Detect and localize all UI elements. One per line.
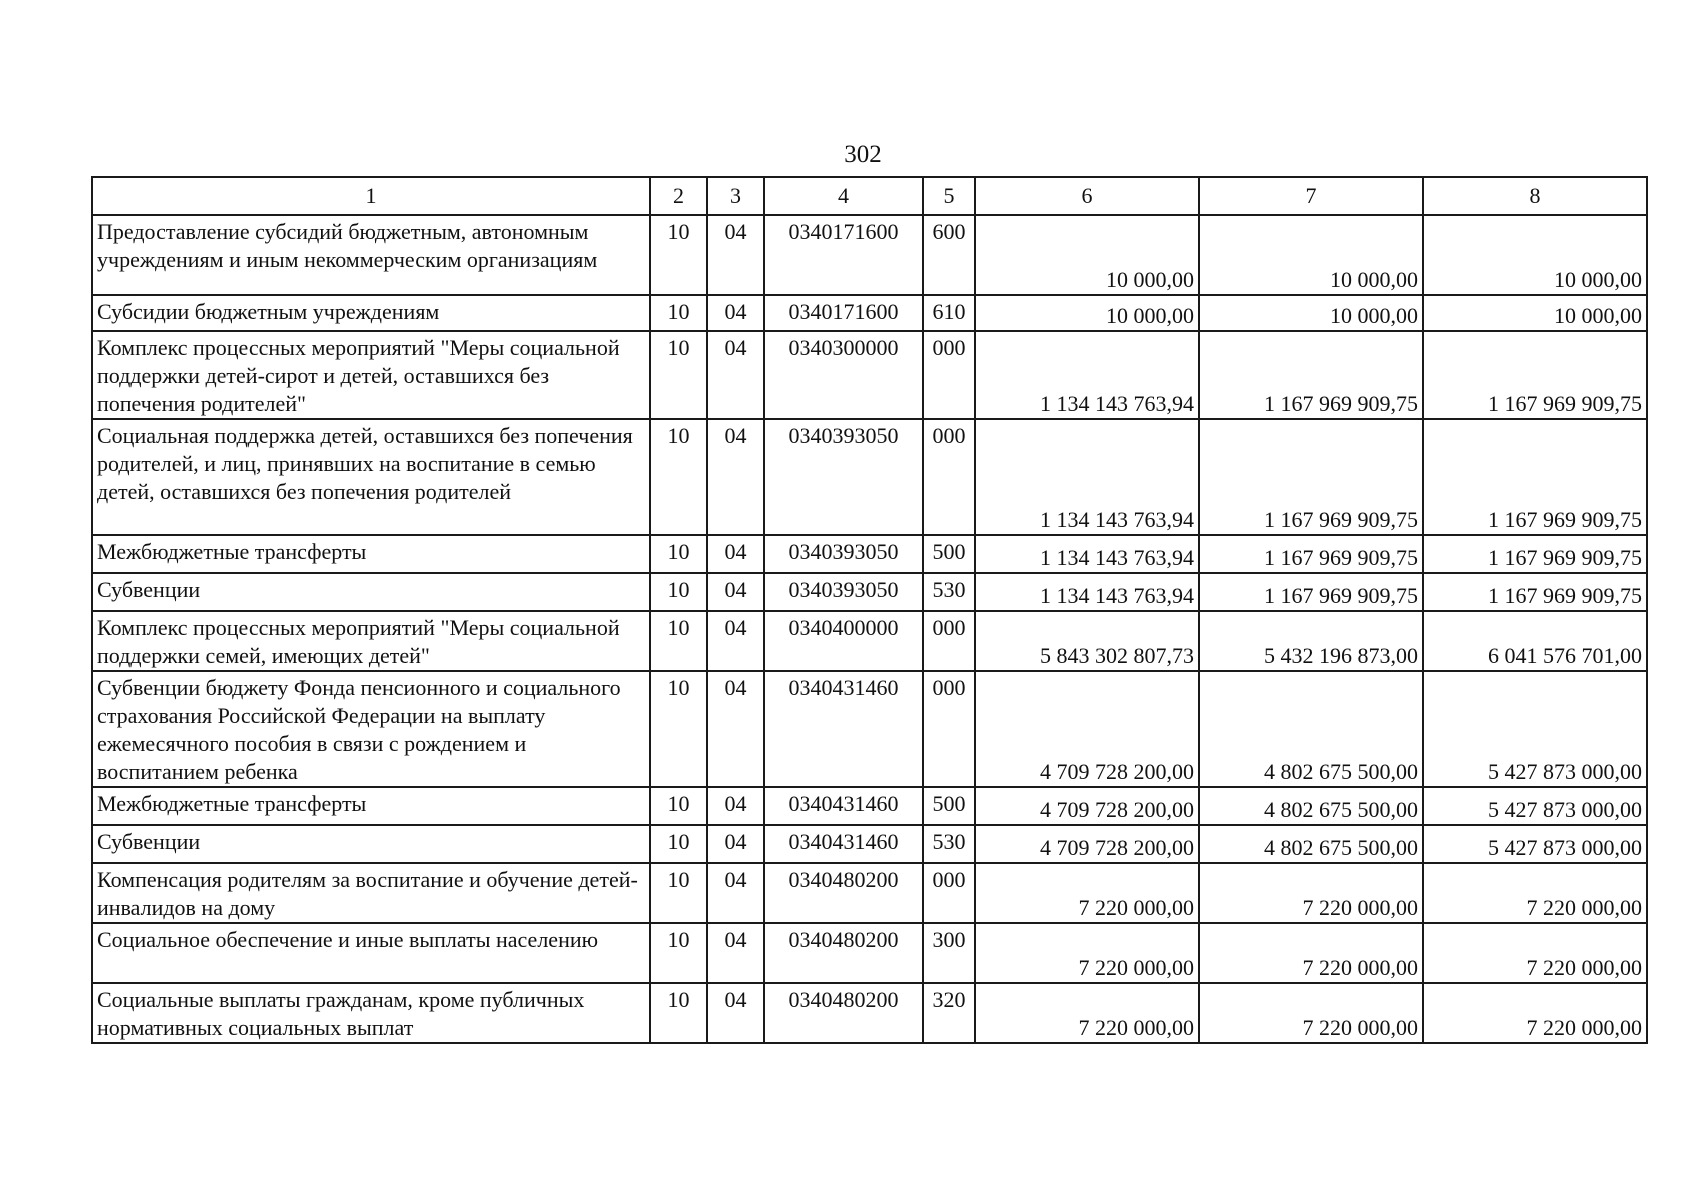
row-amount-col8: 5 427 873 000,00: [1423, 825, 1647, 863]
row-amount-col8: 5 427 873 000,00: [1423, 671, 1647, 787]
table-row: [92, 295, 1647, 331]
header-col-6: 6: [975, 177, 1199, 215]
table-row: [92, 787, 1647, 825]
row-amount-col7: 1 167 969 909,75: [1199, 419, 1423, 535]
row-name: Социальное обеспечение и иные выплаты населению: [92, 923, 650, 983]
table-row: [92, 331, 1647, 419]
row-target-code: 0340400000: [764, 611, 923, 671]
table-row: [92, 611, 1647, 671]
row-subsection: 04: [707, 611, 764, 671]
row-amount-col7: 1 167 969 909,75: [1199, 535, 1423, 573]
row-amount-col6: 7 220 000,00: [975, 983, 1199, 1043]
row-amount-col6: 1 134 143 763,94: [975, 331, 1199, 419]
row-amount-col8: 1 167 969 909,75: [1423, 535, 1647, 573]
table-row: [92, 923, 1647, 983]
header-col-3: 3: [707, 177, 764, 215]
table-row: [92, 215, 1647, 295]
row-expense-type: 500: [923, 535, 975, 573]
table-row: [92, 573, 1647, 611]
row-subsection: 04: [707, 983, 764, 1043]
row-target-code: 0340171600: [764, 215, 923, 295]
header-col-5: 5: [923, 177, 975, 215]
row-subsection: 04: [707, 215, 764, 295]
row-expense-type: 500: [923, 787, 975, 825]
row-section: 10: [650, 419, 707, 535]
row-amount-col7: 1 167 969 909,75: [1199, 331, 1423, 419]
row-amount-col8: 7 220 000,00: [1423, 863, 1647, 923]
row-name: Социальные выплаты гражданам, кроме публичных нормативных социальных выплат: [92, 983, 650, 1043]
row-name: Субвенции: [92, 573, 650, 611]
row-amount-col6: 4 709 728 200,00: [975, 825, 1199, 863]
row-amount-col8: 5 427 873 000,00: [1423, 787, 1647, 825]
row-target-code: 0340393050: [764, 419, 923, 535]
header-col-2: 2: [650, 177, 707, 215]
row-target-code: 0340393050: [764, 535, 923, 573]
row-amount-col7: 10 000,00: [1199, 295, 1423, 331]
table-header: [92, 177, 1647, 215]
row-expense-type: 530: [923, 573, 975, 611]
row-amount-col7: 7 220 000,00: [1199, 923, 1423, 983]
row-section: 10: [650, 331, 707, 419]
row-subsection: 04: [707, 825, 764, 863]
row-amount-col6: 5 843 302 807,73: [975, 611, 1199, 671]
row-expense-type: 300: [923, 923, 975, 983]
row-name: Межбюджетные трансферты: [92, 787, 650, 825]
row-expense-type: 000: [923, 671, 975, 787]
row-amount-col6: 4 709 728 200,00: [975, 671, 1199, 787]
row-amount-col8: 6 041 576 701,00: [1423, 611, 1647, 671]
budget-table: [91, 176, 1648, 1044]
row-name: Предоставление субсидий бюджетным, автономным учреждениям и иным некоммерческим организациям: [92, 215, 650, 295]
row-subsection: 04: [707, 671, 764, 787]
row-target-code: 0340431460: [764, 671, 923, 787]
row-section: 10: [650, 863, 707, 923]
row-amount-col8: 10 000,00: [1423, 215, 1647, 295]
row-section: 10: [650, 215, 707, 295]
row-name: Комплекс процессных мероприятий "Меры социальной поддержки детей-сирот и детей, оставшихся без попечения родителей": [92, 331, 650, 419]
row-amount-col7: 4 802 675 500,00: [1199, 671, 1423, 787]
row-amount-col8: 7 220 000,00: [1423, 983, 1647, 1043]
row-amount-col7: 5 432 196 873,00: [1199, 611, 1423, 671]
table-row: [92, 419, 1647, 535]
row-amount-col7: 7 220 000,00: [1199, 983, 1423, 1043]
row-target-code: 0340480200: [764, 983, 923, 1043]
row-expense-type: 000: [923, 331, 975, 419]
row-amount-col8: 1 167 969 909,75: [1423, 419, 1647, 535]
row-subsection: 04: [707, 295, 764, 331]
page-number: 302: [844, 141, 882, 168]
row-amount-col7: 7 220 000,00: [1199, 863, 1423, 923]
row-target-code: 0340480200: [764, 923, 923, 983]
row-section: 10: [650, 825, 707, 863]
row-target-code: 0340431460: [764, 787, 923, 825]
table-row: [92, 825, 1647, 863]
row-subsection: 04: [707, 535, 764, 573]
row-amount-col7: 4 802 675 500,00: [1199, 825, 1423, 863]
table-row: [92, 671, 1647, 787]
row-amount-col7: 10 000,00: [1199, 215, 1423, 295]
row-section: 10: [650, 787, 707, 825]
row-amount-col6: 1 134 143 763,94: [975, 419, 1199, 535]
row-subsection: 04: [707, 863, 764, 923]
row-amount-col6: 4 709 728 200,00: [975, 787, 1199, 825]
row-section: 10: [650, 573, 707, 611]
table-row: [92, 983, 1647, 1043]
table-row: [92, 535, 1647, 573]
header-col-1: 1: [92, 177, 650, 215]
row-section: 10: [650, 983, 707, 1043]
row-subsection: 04: [707, 923, 764, 983]
row-section: 10: [650, 923, 707, 983]
header-col-7: 7: [1199, 177, 1423, 215]
row-amount-col6: 1 134 143 763,94: [975, 535, 1199, 573]
row-target-code: 0340171600: [764, 295, 923, 331]
row-expense-type: 610: [923, 295, 975, 331]
row-name: Комплекс процессных мероприятий "Меры социальной поддержки семей, имеющих детей": [92, 611, 650, 671]
row-amount-col6: 10 000,00: [975, 295, 1199, 331]
table-row: [92, 863, 1647, 923]
row-amount-col8: 1 167 969 909,75: [1423, 573, 1647, 611]
row-amount-col7: 4 802 675 500,00: [1199, 787, 1423, 825]
row-amount-col6: 7 220 000,00: [975, 863, 1199, 923]
row-amount-col6: 10 000,00: [975, 215, 1199, 295]
row-subsection: 04: [707, 573, 764, 611]
row-target-code: 0340300000: [764, 331, 923, 419]
row-name: Социальная поддержка детей, оставшихся без попечения родителей, и лиц, принявших на воспитание в семью детей, оставшихся без попечения родителей: [92, 419, 650, 535]
row-expense-type: 530: [923, 825, 975, 863]
row-subsection: 04: [707, 331, 764, 419]
header-col-4: 4: [764, 177, 923, 215]
row-target-code: 0340480200: [764, 863, 923, 923]
row-expense-type: 320: [923, 983, 975, 1043]
row-amount-col6: 7 220 000,00: [975, 923, 1199, 983]
row-name: Межбюджетные трансферты: [92, 535, 650, 573]
row-name: Субвенции: [92, 825, 650, 863]
row-amount-col8: 7 220 000,00: [1423, 923, 1647, 983]
row-target-code: 0340431460: [764, 825, 923, 863]
row-section: 10: [650, 671, 707, 787]
row-amount-col7: 1 167 969 909,75: [1199, 573, 1423, 611]
row-name: Субсидии бюджетным учреждениям: [92, 295, 650, 331]
row-section: 10: [650, 295, 707, 331]
row-expense-type: 000: [923, 611, 975, 671]
row-subsection: 04: [707, 419, 764, 535]
row-name: Субвенции бюджету Фонда пенсионного и социального страхования Российской Федерации на выплату ежемесячного пособия в связи с рождением и воспитанием ребенка: [92, 671, 650, 787]
row-name: Компенсация родителям за воспитание и обучение детей-инвалидов на дому: [92, 863, 650, 923]
header-col-8: 8: [1423, 177, 1647, 215]
row-amount-col8: 1 167 969 909,75: [1423, 331, 1647, 419]
table-body: [92, 215, 1647, 1043]
row-section: 10: [650, 611, 707, 671]
row-subsection: 04: [707, 787, 764, 825]
row-expense-type: 000: [923, 419, 975, 535]
row-expense-type: 000: [923, 863, 975, 923]
row-amount-col8: 10 000,00: [1423, 295, 1647, 331]
row-section: 10: [650, 535, 707, 573]
row-amount-col6: 1 134 143 763,94: [975, 573, 1199, 611]
header-row: [92, 177, 1647, 215]
row-target-code: 0340393050: [764, 573, 923, 611]
row-expense-type: 600: [923, 215, 975, 295]
